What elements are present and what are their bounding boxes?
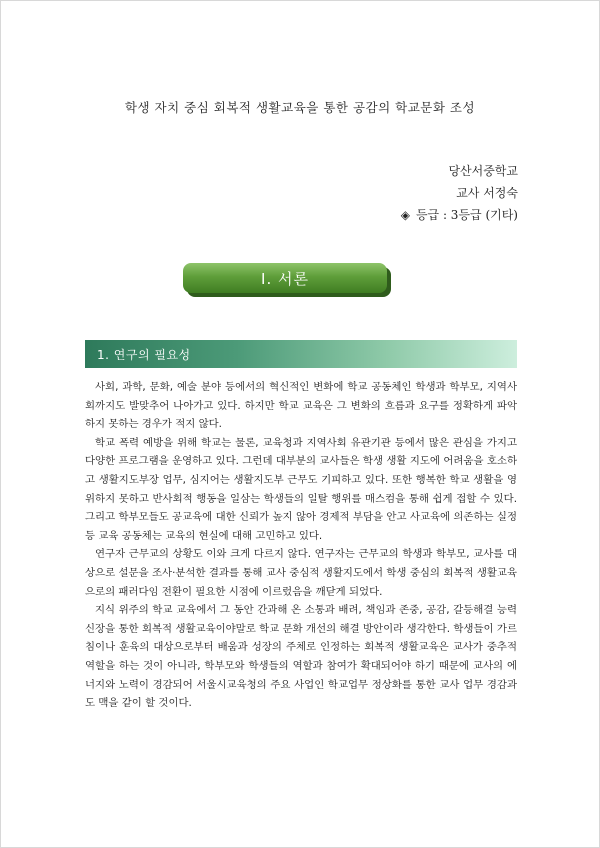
- school-name: 당산서중학교: [448, 164, 518, 178]
- author-block: [401, 160, 518, 226]
- body-text: [85, 378, 517, 713]
- paragraph: 사회, 과학, 문화, 예술 분야 등에서의 혁신적인 변화에 학교 공동체인 학생과 학부모, 지역사회까지도 발맞추어 나아가고 있다. 하지만 학교 교육은 그 변화의 흐름과 요구를 정확하게 파악하지 못하는 경우가 적지 않다.: [85, 381, 517, 431]
- document-title: 학생 자치 중심 회복적 생활교육을 통한 공감의 학교문화 조성: [124, 100, 476, 115]
- grade-line: [401, 204, 518, 226]
- paragraph: 지식 위주의 학교 교육에서 그 동안 간과해 온 소통과 배려, 책임과 존중, 공감, 갈등해결 능력 신장을 통한 회복적 생활교육이야말로 학교 문화 개선의 해결 방안이라 생각한다. 학생들이 가르침이나 훈육의 대상으로부터 배움과 성장의 주체로 인정하는 회복적 생활교육은 교사가 중추적 역할을 하는 것이 아니라, 학부모와 학생들의 역할과 참여가 확대되어야 하기 때문에 교사의 에너지와 노력이 경감되어 서울시교육청의 주요 사업인 학교업무 정상화를 통한 교사 업무 경감과도 맥을 같이 할 것이다.: [85, 604, 517, 710]
- paragraph: 연구자 근무교의 상황도 이와 크게 다르지 않다. 연구자는 근무교의 학생과 학부모, 교사를 대상으로 설문을 조사·분석한 결과를 통해 교사 중심적 생활지도에서 학생 중심의 회복적 생활교육으로의 패러다임 전환이 필요한 시점에 이르렀음을 깨닫게 되었다.: [85, 548, 517, 598]
- subsection-heading: 1. 연구의 필요성: [85, 340, 517, 368]
- teacher-name: 교사 서정숙: [456, 186, 518, 200]
- diamond-bullet-icon: ◈: [400, 208, 410, 222]
- paragraph: 학교 폭력 예방을 위해 학교는 물론, 교육청과 지역사회 유관기관 등에서 많은 관심을 가지고 다양한 프로그램을 운영하고 있다. 그런데 대부분의 교사들은 학생 생활 지도에 어려움을 호소하고 생활지도부장 업무, 심지어는 생활지도부 근무도 기피하고 있다. 또한 행복한 학교 생활을 영위하지 못하고 반사회적 행동을 일삼는 학생들의 일탈 행위를 매스컴을 통해 쉽게 접할 수 있다. 그리고 학부모들도 공교육에 대한 신뢰가 높지 않아 경제적 부담을 안고 사교육에 의존하는 실정 등 교육 공동체는 교육의 현실에 대해 고민하고 있다.: [85, 436, 517, 542]
- section-banner: [183, 263, 387, 293]
- grade-text: 등급 : 3등급 (기타): [415, 208, 518, 222]
- section-heading: Ⅰ. 서론: [183, 263, 387, 293]
